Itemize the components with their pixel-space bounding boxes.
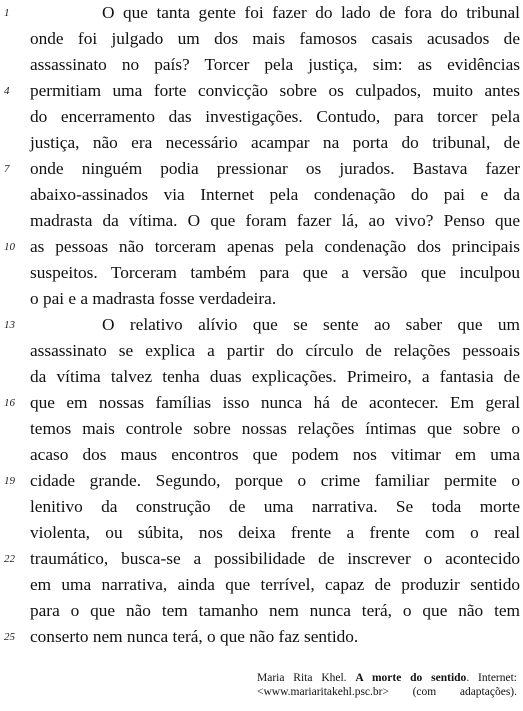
text-line: as pessoas não torceram apenas pela condenação dos principais xyxy=(30,237,520,256)
text-line: para o que não tem tamanho nem nunca terá, o que não tem xyxy=(30,601,520,620)
source-line-1 xyxy=(257,671,517,685)
line-number: 16 xyxy=(4,397,15,409)
text-line: o pai e a madrasta fosse verdadeira. xyxy=(30,289,277,308)
source-line-2: <www.mariaritakehl.psc.br> (com adaptações). xyxy=(257,686,517,698)
text-line: da vítima talvez tenha duas explicações. Primeiro, a fantasia de xyxy=(30,367,520,386)
text-line: acaso dos maus encontros que podem nos vitimar em uma xyxy=(30,445,520,464)
source-title: A morte do sentido xyxy=(355,672,467,684)
text-line: que em nossas famílias isso nunca há de acontecer. Em geral xyxy=(30,393,520,412)
text-line: do encerramento das investigações. Contudo, para torcer pela xyxy=(30,107,520,126)
text-line: onde ninguém podia pressionar os jurados. Bastava fazer xyxy=(30,159,520,178)
line-number: 1 xyxy=(4,7,10,19)
line-number: 7 xyxy=(4,163,10,175)
text-line: assassinato no país? Torcer pela justiça, sim: as evidências xyxy=(30,55,520,74)
text-line: temos mais controle sobre nossas relações íntimas que sobre o xyxy=(30,419,520,438)
line-number: 4 xyxy=(4,85,10,97)
text-line: suspeitos. Torceram também para que a versão que inculpou xyxy=(30,263,520,282)
text-line: abaixo-assinados via Internet pela condenação do pai e da xyxy=(30,185,520,204)
text-line: assassinato se explica a partir do círculo de relações pessoais xyxy=(30,341,520,360)
text-line: em uma narrativa, ainda que terrível, capaz de produzir sentido xyxy=(30,575,520,594)
line-number: 22 xyxy=(4,553,15,565)
text-line: O relativo alívio que se sente ao saber que um xyxy=(102,315,520,334)
text-line: violenta, ou súbita, nos deixa frente a frente com o real xyxy=(30,523,520,542)
line-number: 19 xyxy=(4,475,15,487)
text-line: cidade grande. Segundo, porque o crime familiar permite o xyxy=(30,471,520,490)
text-line: justiça, não era necessário acampar na porta do tribunal, de xyxy=(30,133,520,152)
text-line: lenitivo da construção de uma narrativa. Se toda morte xyxy=(30,497,520,516)
line-number: 13 xyxy=(4,319,15,331)
text-line: permitiam uma forte convicção sobre os culpados, muito antes xyxy=(30,81,520,100)
source-citation xyxy=(257,671,517,699)
line-number: 25 xyxy=(4,631,15,643)
text-line: madrasta da vítima. O que foram fazer lá, ao vivo? Penso que xyxy=(30,211,520,230)
source-author: Maria Rita Khel. xyxy=(257,672,347,684)
text-line: onde foi julgado um dos mais famosos casais acusados de xyxy=(30,29,520,48)
source-after-title: . Internet: xyxy=(466,672,517,684)
text-line: O que tanta gente foi fazer do lado de fora do tribunal xyxy=(102,3,520,22)
line-number: 10 xyxy=(4,241,15,253)
text-line: traumático, busca-se a possibilidade de inscrever o acontecido xyxy=(30,549,520,568)
text-line: conserto nem nunca terá, o que não faz sentido. xyxy=(30,627,359,646)
